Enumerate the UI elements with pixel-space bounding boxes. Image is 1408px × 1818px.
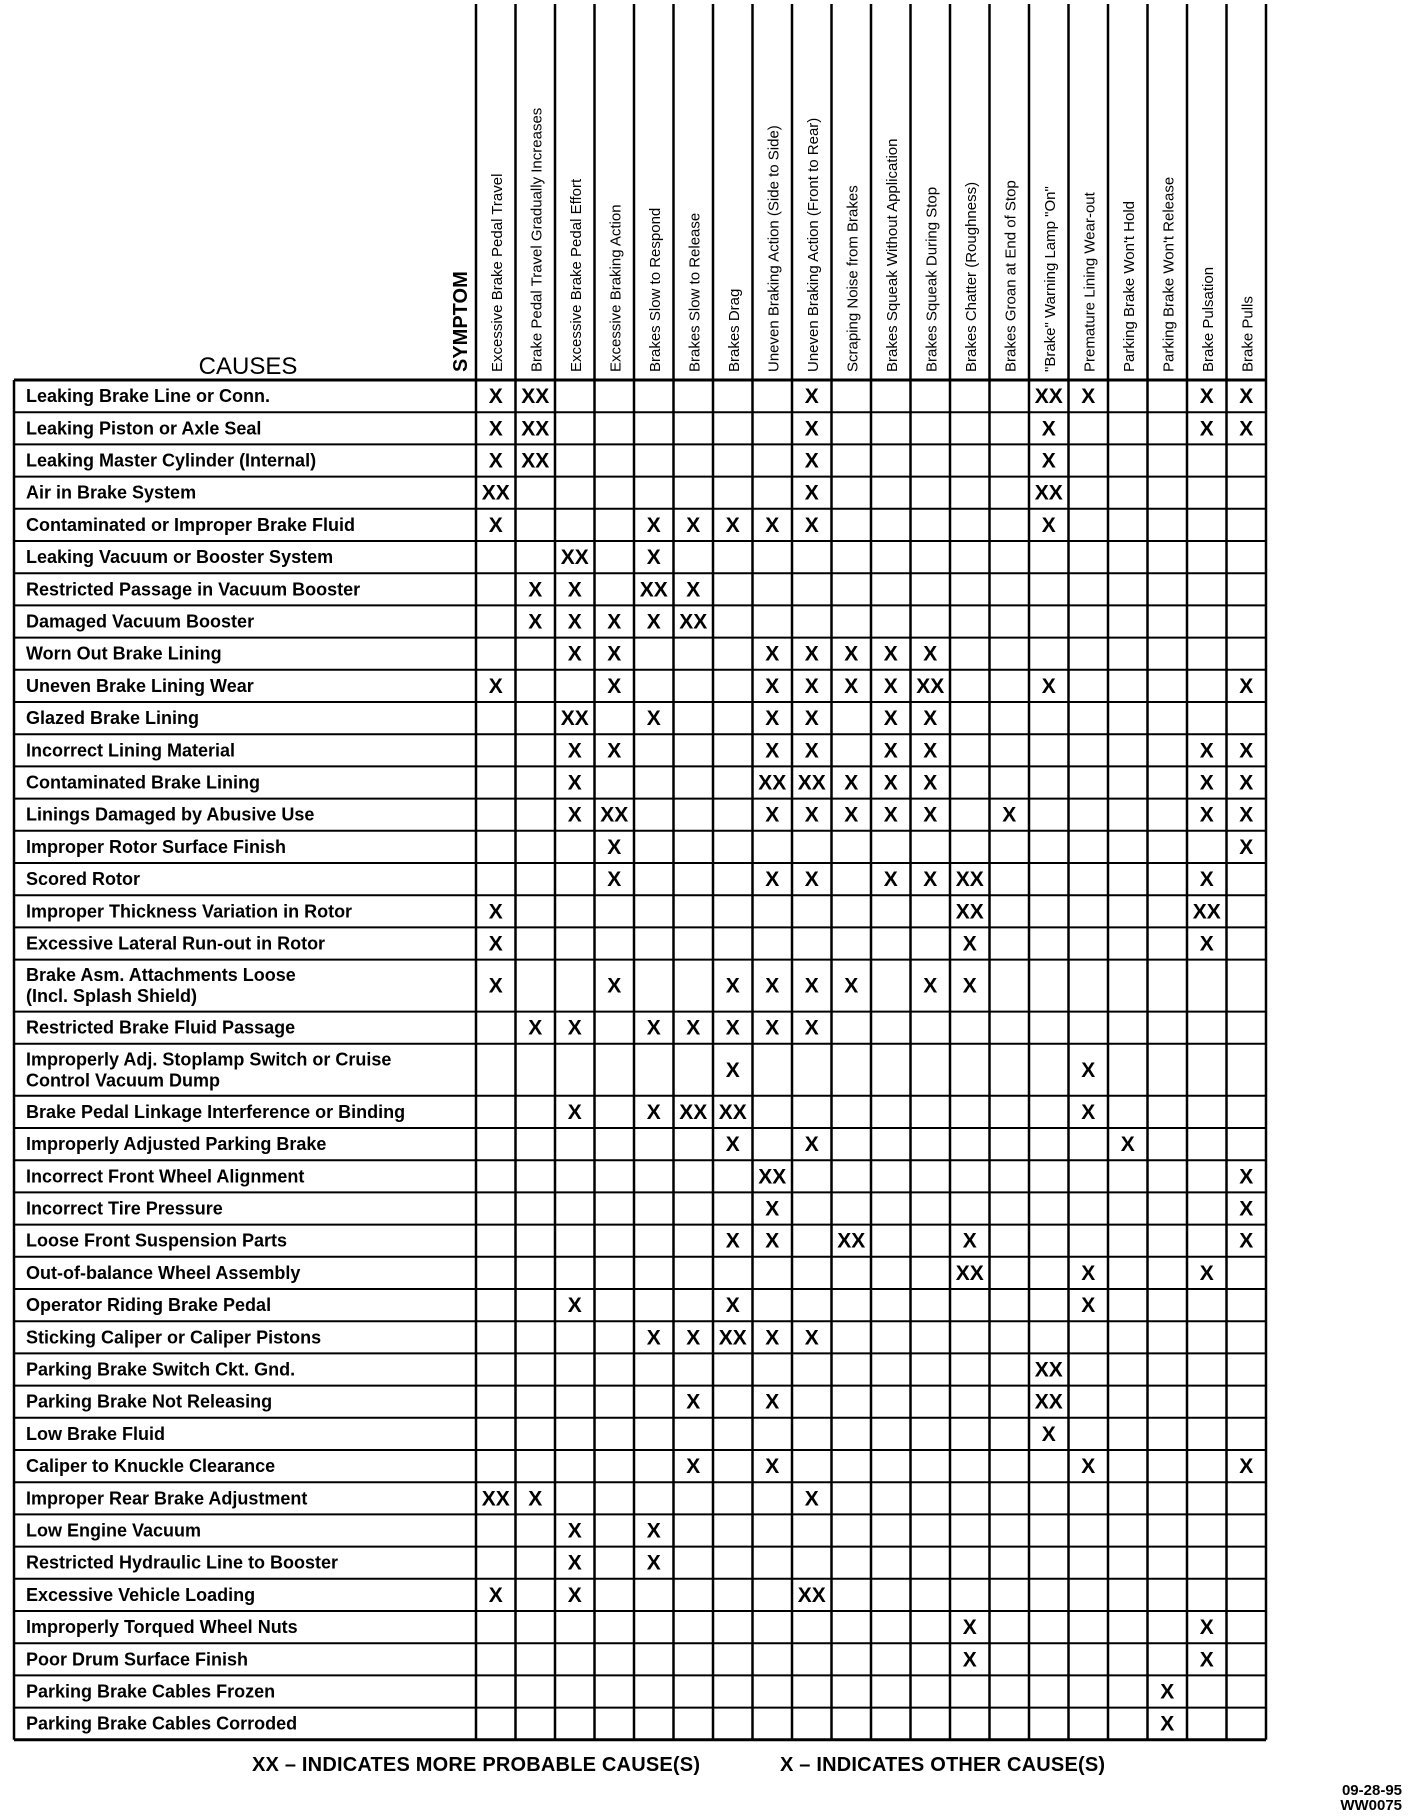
mark-other-cause: X bbox=[883, 674, 898, 698]
mark-more-probable: XX bbox=[1034, 1358, 1063, 1382]
mark-other-cause: X bbox=[883, 868, 898, 892]
cause-label: Excessive Lateral Run-out in Rotor bbox=[26, 933, 326, 954]
mark-more-probable: XX bbox=[955, 900, 984, 924]
mark-more-probable: XX bbox=[837, 1229, 866, 1253]
mark-other-cause: X bbox=[725, 1133, 740, 1157]
mark-other-cause: X bbox=[804, 449, 819, 473]
mark-other-cause: X bbox=[646, 1016, 661, 1040]
mark-other-cause: X bbox=[844, 674, 859, 698]
mark-other-cause: X bbox=[962, 1616, 977, 1640]
mark-other-cause: X bbox=[488, 932, 503, 956]
cause-label: Improper Thickness Variation in Rotor bbox=[26, 901, 353, 922]
cause-label: Out-of-balance Wheel Assembly bbox=[26, 1262, 301, 1283]
mark-other-cause: X bbox=[765, 1016, 780, 1040]
mark-other-cause: X bbox=[1002, 803, 1017, 827]
mark-other-cause: X bbox=[923, 642, 938, 666]
cause-label: Brake Pedal Linkage Interference or Binding bbox=[26, 1101, 406, 1122]
mark-other-cause: X bbox=[1239, 835, 1254, 859]
mark-other-cause: X bbox=[607, 868, 622, 892]
mark-other-cause: X bbox=[488, 449, 503, 473]
cause-label: Brake Asm. Attachments Loose (Incl. Splash Shield) bbox=[26, 965, 296, 1007]
cause-label: Leaking Piston or Axle Seal bbox=[26, 418, 262, 439]
mark-other-cause: X bbox=[567, 1294, 582, 1318]
mark-other-cause: X bbox=[1081, 1058, 1096, 1082]
symptom-header-8: Uneven Braking Action (Front to Rear) bbox=[804, 117, 822, 372]
mark-other-cause: X bbox=[804, 868, 819, 892]
cause-label: Incorrect Tire Pressure bbox=[26, 1198, 223, 1219]
mark-other-cause: X bbox=[567, 578, 582, 602]
mark-other-cause: X bbox=[804, 417, 819, 441]
mark-other-cause: X bbox=[804, 974, 819, 998]
mark-other-cause: X bbox=[646, 1551, 661, 1575]
mark-other-cause: X bbox=[567, 1551, 582, 1575]
symptom-header-2: Excessive Brake Pedal Effort bbox=[567, 178, 585, 372]
mark-other-cause: X bbox=[962, 1648, 977, 1672]
mark-other-cause: X bbox=[883, 803, 898, 827]
mark-other-cause: X bbox=[1081, 1261, 1096, 1285]
mark-other-cause: X bbox=[1041, 674, 1056, 698]
mark-other-cause: X bbox=[646, 1100, 661, 1124]
mark-other-cause: X bbox=[962, 932, 977, 956]
mark-other-cause: X bbox=[725, 513, 740, 537]
cause-label: Restricted Brake Fluid Passage bbox=[26, 1017, 296, 1038]
cause-label: Improperly Adjusted Parking Brake bbox=[26, 1134, 327, 1155]
mark-other-cause: X bbox=[1239, 771, 1254, 795]
cause-label: Incorrect Lining Material bbox=[26, 740, 236, 761]
mark-other-cause: X bbox=[1239, 674, 1254, 698]
mark-other-cause: X bbox=[1041, 449, 1056, 473]
mark-other-cause: X bbox=[804, 1133, 819, 1157]
mark-other-cause: X bbox=[1239, 1455, 1254, 1479]
symptom-header-6: Brakes Drag bbox=[725, 288, 743, 372]
cause-marks bbox=[482, 385, 1254, 1736]
mark-other-cause: X bbox=[804, 642, 819, 666]
cause-label: Parking Brake Switch Ckt. Gnd. bbox=[26, 1359, 296, 1380]
mark-other-cause: X bbox=[1199, 739, 1214, 763]
mark-other-cause: X bbox=[883, 707, 898, 731]
mark-other-cause: X bbox=[725, 1016, 740, 1040]
cause-label: Improper Rear Brake Adjustment bbox=[26, 1488, 308, 1509]
mark-other-cause: X bbox=[765, 674, 780, 698]
mark-other-cause: X bbox=[923, 974, 938, 998]
cause-label: Sticking Caliper or Caliper Pistons bbox=[26, 1327, 322, 1348]
mark-more-probable: XX bbox=[955, 868, 984, 892]
mark-other-cause: X bbox=[686, 1455, 701, 1479]
mark-other-cause: X bbox=[567, 1519, 582, 1543]
mark-other-cause: X bbox=[686, 578, 701, 602]
mark-other-cause: X bbox=[488, 674, 503, 698]
mark-other-cause: X bbox=[804, 803, 819, 827]
mark-more-probable: XX bbox=[1034, 385, 1063, 409]
mark-other-cause: X bbox=[567, 739, 582, 763]
mark-other-cause: X bbox=[1239, 385, 1254, 409]
mark-other-cause: X bbox=[765, 1326, 780, 1350]
cause-label: Air in Brake System bbox=[26, 482, 197, 503]
mark-more-probable: XX bbox=[679, 610, 708, 634]
cause-label: Contaminated Brake Lining bbox=[26, 772, 261, 793]
mark-other-cause: X bbox=[765, 974, 780, 998]
cause-label: Improperly Torqued Wheel Nuts bbox=[26, 1617, 298, 1638]
cause-label: Leaking Brake Line or Conn. bbox=[26, 386, 271, 407]
symptom-header-0: Excessive Brake Pedal Travel bbox=[488, 173, 506, 372]
mark-other-cause: X bbox=[488, 900, 503, 924]
mark-other-cause: X bbox=[646, 1519, 661, 1543]
mark-other-cause: X bbox=[1199, 385, 1214, 409]
mark-other-cause: X bbox=[844, 803, 859, 827]
table-grid bbox=[14, 4, 1266, 1740]
mark-other-cause: X bbox=[765, 1229, 780, 1253]
mark-other-cause: X bbox=[607, 974, 622, 998]
mark-other-cause: X bbox=[1160, 1712, 1175, 1736]
mark-more-probable: XX bbox=[1034, 481, 1063, 505]
cause-label: Parking Brake Not Releasing bbox=[26, 1391, 273, 1412]
mark-more-probable: XX bbox=[560, 546, 589, 570]
mark-other-cause: X bbox=[488, 417, 503, 441]
cause-label: Excessive Vehicle Loading bbox=[26, 1584, 256, 1605]
symptom-header-15: Premature Lining Wear-out bbox=[1081, 192, 1099, 372]
mark-other-cause: X bbox=[1239, 803, 1254, 827]
mark-other-cause: X bbox=[923, 707, 938, 731]
cause-label: Parking Brake Cables Frozen bbox=[26, 1681, 276, 1702]
mark-other-cause: X bbox=[765, 1455, 780, 1479]
mark-other-cause: X bbox=[923, 771, 938, 795]
mark-other-cause: X bbox=[725, 1229, 740, 1253]
symptom-header-7: Uneven Braking Action (Side to Side) bbox=[765, 125, 783, 372]
symptom-header-14: "Brake" Warning Lamp "On" bbox=[1041, 186, 1059, 372]
mark-more-probable: XX bbox=[955, 1261, 984, 1285]
mark-more-probable: XX bbox=[718, 1326, 747, 1350]
mark-other-cause: X bbox=[804, 1016, 819, 1040]
mark-other-cause: X bbox=[567, 1016, 582, 1040]
mark-other-cause: X bbox=[804, 1487, 819, 1511]
cause-label: Improper Rotor Surface Finish bbox=[26, 836, 287, 857]
mark-other-cause: X bbox=[1041, 513, 1056, 537]
mark-other-cause: X bbox=[765, 739, 780, 763]
cause-label: Damaged Vacuum Booster bbox=[26, 611, 255, 632]
mark-other-cause: X bbox=[528, 610, 543, 634]
mark-other-cause: X bbox=[1239, 417, 1254, 441]
mark-more-probable: XX bbox=[758, 771, 787, 795]
mark-other-cause: X bbox=[646, 610, 661, 634]
mark-more-probable: XX bbox=[481, 481, 510, 505]
cause-label: Caliper to Knuckle Clearance bbox=[26, 1456, 276, 1477]
mark-other-cause: X bbox=[765, 868, 780, 892]
mark-other-cause: X bbox=[1160, 1680, 1175, 1704]
mark-other-cause: X bbox=[1081, 1294, 1096, 1318]
cause-label: Loose Front Suspension Parts bbox=[26, 1230, 288, 1251]
mark-other-cause: X bbox=[923, 739, 938, 763]
symptom-headers bbox=[489, 108, 1257, 372]
mark-more-probable: XX bbox=[758, 1165, 787, 1189]
reference-date: 09-28-95 bbox=[1341, 1782, 1402, 1799]
mark-other-cause: X bbox=[923, 803, 938, 827]
symptom-header-17: Parking Brake Won't Release bbox=[1160, 176, 1178, 372]
mark-more-probable: XX bbox=[481, 1487, 510, 1511]
mark-other-cause: X bbox=[765, 1197, 780, 1221]
mark-other-cause: X bbox=[725, 1058, 740, 1082]
mark-other-cause: X bbox=[883, 771, 898, 795]
mark-other-cause: X bbox=[765, 707, 780, 731]
mark-other-cause: X bbox=[528, 578, 543, 602]
legend-other: X – INDICATES OTHER CAUSE(S) bbox=[780, 1754, 1106, 1776]
mark-more-probable: XX bbox=[600, 803, 629, 827]
mark-other-cause: X bbox=[488, 385, 503, 409]
mark-other-cause: X bbox=[883, 739, 898, 763]
mark-other-cause: X bbox=[1239, 1229, 1254, 1253]
causes-header: CAUSES bbox=[198, 353, 298, 380]
mark-other-cause: X bbox=[607, 739, 622, 763]
cause-label: Restricted Passage in Vacuum Booster bbox=[26, 579, 361, 600]
mark-other-cause: X bbox=[607, 835, 622, 859]
mark-other-cause: X bbox=[686, 513, 701, 537]
mark-other-cause: X bbox=[804, 707, 819, 731]
mark-other-cause: X bbox=[567, 1583, 582, 1607]
symptom-header-12: Brakes Chatter (Roughness) bbox=[962, 181, 980, 372]
cause-label: Scored Rotor bbox=[26, 869, 141, 890]
mark-more-probable: XX bbox=[797, 771, 826, 795]
cause-label: Restricted Hydraulic Line to Booster bbox=[26, 1552, 339, 1573]
mark-more-probable: XX bbox=[916, 674, 945, 698]
cause-label: Low Engine Vacuum bbox=[26, 1520, 202, 1541]
mark-other-cause: X bbox=[1199, 1648, 1214, 1672]
cause-label: Parking Brake Cables Corroded bbox=[26, 1713, 298, 1734]
mark-other-cause: X bbox=[1199, 868, 1214, 892]
mark-other-cause: X bbox=[725, 974, 740, 998]
mark-more-probable: XX bbox=[521, 417, 550, 441]
mark-other-cause: X bbox=[844, 974, 859, 998]
mark-other-cause: X bbox=[804, 481, 819, 505]
mark-other-cause: X bbox=[686, 1390, 701, 1414]
cause-label: Poor Drum Surface Finish bbox=[26, 1649, 249, 1670]
mark-other-cause: X bbox=[923, 868, 938, 892]
cause-label: Operator Riding Brake Pedal bbox=[26, 1295, 272, 1316]
mark-other-cause: X bbox=[1041, 417, 1056, 441]
mark-other-cause: X bbox=[567, 803, 582, 827]
symptom-header-5: Brakes Slow to Release bbox=[686, 212, 704, 372]
mark-other-cause: X bbox=[1081, 1455, 1096, 1479]
mark-other-cause: X bbox=[765, 513, 780, 537]
mark-other-cause: X bbox=[607, 642, 622, 666]
cause-label: Low Brake Fluid bbox=[26, 1423, 166, 1444]
mark-other-cause: X bbox=[765, 1390, 780, 1414]
mark-other-cause: X bbox=[646, 1326, 661, 1350]
mark-more-probable: XX bbox=[521, 449, 550, 473]
cause-label: Incorrect Front Wheel Alignment bbox=[26, 1166, 305, 1187]
mark-other-cause: X bbox=[804, 385, 819, 409]
symptom-header-18: Brake Pulsation bbox=[1199, 266, 1217, 372]
mark-other-cause: X bbox=[804, 739, 819, 763]
mark-other-cause: X bbox=[962, 1229, 977, 1253]
mark-more-probable: XX bbox=[718, 1100, 747, 1124]
mark-other-cause: X bbox=[646, 546, 661, 570]
mark-other-cause: X bbox=[1239, 1197, 1254, 1221]
mark-other-cause: X bbox=[567, 771, 582, 795]
symptom-header-16: Parking Brake Won't Hold bbox=[1120, 201, 1138, 372]
mark-other-cause: X bbox=[844, 642, 859, 666]
mark-more-probable: XX bbox=[560, 707, 589, 731]
mark-other-cause: X bbox=[1120, 1133, 1135, 1157]
mark-other-cause: X bbox=[883, 642, 898, 666]
mark-other-cause: X bbox=[844, 771, 859, 795]
cause-label: Contaminated or Improper Brake Fluid bbox=[26, 514, 356, 535]
mark-other-cause: X bbox=[567, 642, 582, 666]
mark-other-cause: X bbox=[488, 513, 503, 537]
mark-other-cause: X bbox=[804, 674, 819, 698]
mark-other-cause: X bbox=[1239, 739, 1254, 763]
mark-other-cause: X bbox=[725, 1294, 740, 1318]
cause-label: Glazed Brake Lining bbox=[26, 708, 200, 729]
symptom-header-9: Scraping Noise from Brakes bbox=[844, 185, 862, 372]
mark-other-cause: X bbox=[528, 1016, 543, 1040]
cause-labels bbox=[26, 386, 405, 1734]
legend-more-probable: XX – INDICATES MORE PROBABLE CAUSE(S) bbox=[252, 1754, 701, 1776]
mark-other-cause: X bbox=[1081, 385, 1096, 409]
mark-other-cause: X bbox=[962, 974, 977, 998]
cause-label: Uneven Brake Lining Wear bbox=[26, 675, 254, 696]
mark-other-cause: X bbox=[1199, 417, 1214, 441]
reference-code: WW0075 bbox=[1340, 1797, 1402, 1814]
mark-other-cause: X bbox=[804, 1326, 819, 1350]
symptom-header-10: Brakes Squeak Without Application bbox=[883, 138, 901, 372]
mark-other-cause: X bbox=[686, 1016, 701, 1040]
mark-other-cause: X bbox=[1199, 803, 1214, 827]
symptom-header-4: Brakes Slow to Respond bbox=[646, 207, 664, 372]
mark-other-cause: X bbox=[1041, 1422, 1056, 1446]
mark-other-cause: X bbox=[607, 610, 622, 634]
mark-other-cause: X bbox=[1199, 1261, 1214, 1285]
cause-label: Worn Out Brake Lining bbox=[26, 643, 222, 664]
mark-other-cause: X bbox=[1199, 771, 1214, 795]
mark-other-cause: X bbox=[567, 1100, 582, 1124]
mark-more-probable: XX bbox=[679, 1100, 708, 1124]
mark-more-probable: XX bbox=[1192, 900, 1221, 924]
mark-other-cause: X bbox=[488, 1583, 503, 1607]
mark-more-probable: XX bbox=[1034, 1390, 1063, 1414]
cause-label: Leaking Master Cylinder (Internal) bbox=[26, 450, 317, 471]
mark-other-cause: X bbox=[1239, 1165, 1254, 1189]
mark-other-cause: X bbox=[646, 513, 661, 537]
symptom-header-19: Brake Pulls bbox=[1239, 296, 1257, 372]
mark-other-cause: X bbox=[1081, 1100, 1096, 1124]
symptom-header-1: Brake Pedal Travel Gradually Increases bbox=[528, 107, 546, 372]
cause-label: Improperly Adj. Stoplamp Switch or Cruise Control Vacuum Dump bbox=[26, 1049, 392, 1091]
symptom-header-13: Brakes Groan at End of Stop bbox=[1002, 180, 1020, 372]
mark-other-cause: X bbox=[1199, 932, 1214, 956]
mark-other-cause: X bbox=[607, 674, 622, 698]
mark-more-probable: XX bbox=[797, 1583, 826, 1607]
mark-other-cause: X bbox=[488, 974, 503, 998]
mark-other-cause: X bbox=[686, 1326, 701, 1350]
symptom-header: SYMPTOM bbox=[450, 271, 472, 372]
mark-other-cause: X bbox=[765, 803, 780, 827]
mark-more-probable: XX bbox=[521, 385, 550, 409]
symptom-header-3: Excessive Braking Action bbox=[607, 204, 625, 372]
mark-other-cause: X bbox=[646, 707, 661, 731]
mark-other-cause: X bbox=[528, 1487, 543, 1511]
mark-other-cause: X bbox=[804, 513, 819, 537]
symptom-header-11: Brakes Squeak During Stop bbox=[923, 186, 941, 372]
mark-other-cause: X bbox=[1199, 1616, 1214, 1640]
mark-other-cause: X bbox=[567, 610, 582, 634]
cause-label: Linings Damaged by Abusive Use bbox=[26, 804, 315, 825]
mark-more-probable: XX bbox=[639, 578, 668, 602]
cause-label: Leaking Vacuum or Booster System bbox=[26, 547, 334, 568]
mark-other-cause: X bbox=[765, 642, 780, 666]
